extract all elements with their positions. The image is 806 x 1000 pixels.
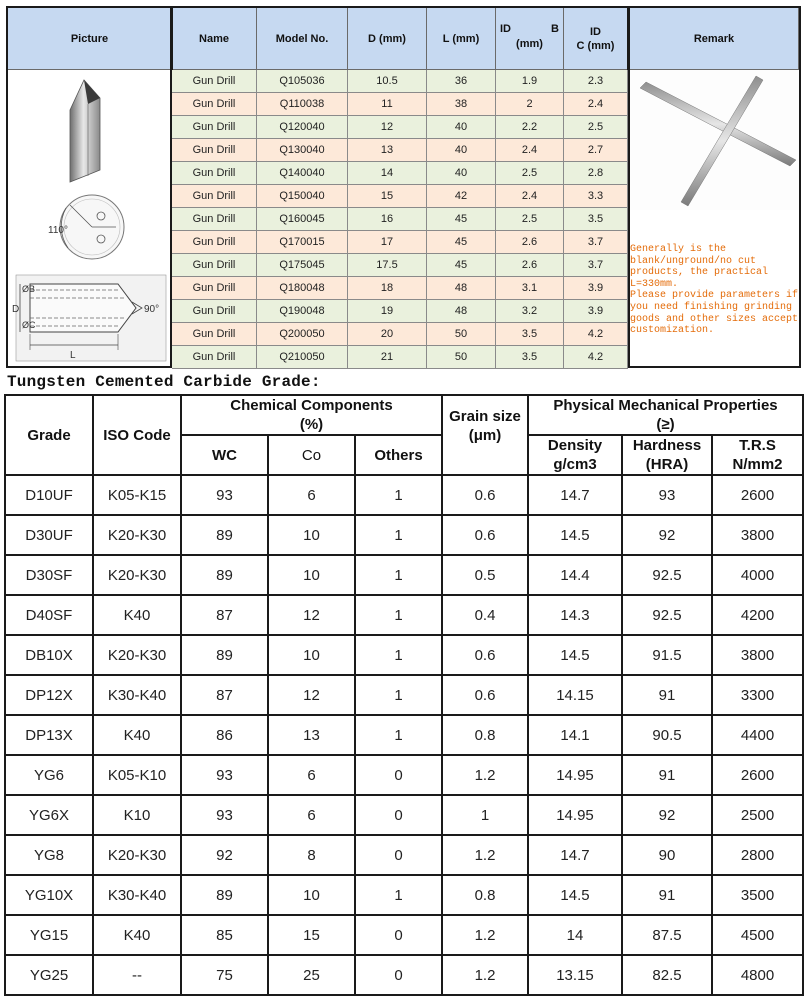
cell-l: 40 — [427, 162, 496, 185]
grade-cell-trs: 2600 — [712, 475, 803, 515]
grade-cell-hardness: 82.5 — [622, 955, 712, 995]
grade-row — [5, 675, 803, 715]
grade-cell-grade: DP13X — [5, 715, 93, 755]
grade-cell-co: 12 — [268, 675, 355, 715]
grade-cell-wc: 85 — [181, 915, 268, 955]
header-physical-properties — [528, 395, 803, 435]
grade-cell-grade: YG8 — [5, 835, 93, 875]
grade-cell-trs: 3300 — [712, 675, 803, 715]
grade-cell-wc: 93 — [181, 795, 268, 835]
cell-model: Q110038 — [257, 93, 348, 116]
grade-cell-iso: K05-K10 — [93, 755, 181, 795]
grade-cell-grain: 0.6 — [442, 475, 528, 515]
grade-cell-density: 13.15 — [528, 955, 622, 995]
grade-cell-grain: 0.8 — [442, 715, 528, 755]
cell-model: Q190048 — [257, 300, 348, 323]
product-row — [172, 323, 628, 346]
grade-cell-wc: 92 — [181, 835, 268, 875]
grade-cell-others: 1 — [355, 635, 442, 675]
grade-cell-grade: D30UF — [5, 515, 93, 555]
grade-cell-iso: K40 — [93, 595, 181, 635]
product-row — [172, 208, 628, 231]
grade-cell-iso: K20-K30 — [93, 835, 181, 875]
cell-id-c: 3.3 — [564, 185, 628, 208]
grade-cell-hardness: 90.5 — [622, 715, 712, 755]
cell-id-c: 3.7 — [564, 231, 628, 254]
picture-cell — [8, 70, 170, 366]
cell-id-b: 3.5 — [496, 346, 564, 369]
cell-name: Gun Drill — [172, 162, 257, 185]
grade-cell-grade: DB10X — [5, 635, 93, 675]
grade-cell-others: 0 — [355, 755, 442, 795]
grade-cell-iso: K05-K15 — [93, 475, 181, 515]
grade-cell-grain: 0.6 — [442, 635, 528, 675]
cell-id-c: 2.7 — [564, 139, 628, 162]
header-chemical-line1: Chemical Components — [230, 397, 393, 414]
grade-cell-grade: YG15 — [5, 915, 93, 955]
cell-name: Gun Drill — [172, 116, 257, 139]
grade-cell-hardness: 87.5 — [622, 915, 712, 955]
cell-d: 10.5 — [348, 70, 427, 93]
cell-id-c: 4.2 — [564, 323, 628, 346]
header-chemical-line2: (%) — [299, 416, 324, 433]
cell-d: 11 — [348, 93, 427, 116]
grade-cell-wc: 93 — [181, 755, 268, 795]
cell-name: Gun Drill — [172, 346, 257, 369]
cell-model: Q120040 — [257, 116, 348, 139]
grade-cell-iso: K20-K30 — [93, 515, 181, 555]
grade-cell-density: 14.5 — [528, 875, 622, 915]
grade-cell-co: 10 — [268, 555, 355, 595]
grade-cell-co: 15 — [268, 915, 355, 955]
cell-name: Gun Drill — [172, 300, 257, 323]
cell-id-b: 2.6 — [496, 231, 564, 254]
grade-cell-grain: 0.5 — [442, 555, 528, 595]
grade-cell-iso: -- — [93, 955, 181, 995]
grade-row — [5, 515, 803, 555]
grade-cell-density: 14.95 — [528, 795, 622, 835]
product-row — [172, 162, 628, 185]
header-grain-line1: Grain size — [449, 408, 521, 425]
grade-cell-grade: YG25 — [5, 955, 93, 995]
cell-l: 50 — [427, 346, 496, 369]
grade-cell-others: 1 — [355, 595, 442, 635]
grade-cell-co: 25 — [268, 955, 355, 995]
grade-rows — [5, 475, 803, 995]
header-hardness-line1: Hardness — [632, 437, 702, 454]
grade-cell-density: 14.7 — [528, 475, 622, 515]
grade-cell-grade: DP12X — [5, 675, 93, 715]
product-row — [172, 346, 628, 369]
cell-id-b: 3.2 — [496, 300, 564, 323]
header-picture: Picture — [8, 8, 172, 70]
grade-cell-density: 14 — [528, 915, 622, 955]
header-id-b-right: B — [551, 23, 559, 35]
cell-id-c: 3.5 — [564, 208, 628, 231]
side-profile-icon — [12, 275, 166, 361]
header-others: Others — [355, 435, 442, 475]
grade-cell-others: 0 — [355, 795, 442, 835]
grade-cell-iso: K10 — [93, 795, 181, 835]
grade-cell-wc: 87 — [181, 595, 268, 635]
cell-id-c: 2.3 — [564, 70, 628, 93]
grade-cell-density: 14.5 — [528, 635, 622, 675]
grade-cell-trs: 2600 — [712, 755, 803, 795]
grade-cell-hardness: 92.5 — [622, 555, 712, 595]
grade-cell-others: 0 — [355, 835, 442, 875]
header-id-b-left: ID — [500, 23, 511, 35]
cell-l: 45 — [427, 208, 496, 231]
product-table — [6, 6, 801, 368]
product-row — [172, 231, 628, 254]
cell-d: 21 — [348, 346, 427, 369]
grade-cell-hardness: 92.5 — [622, 595, 712, 635]
cell-l: 50 — [427, 323, 496, 346]
header-model: Model No. — [257, 8, 348, 70]
cell-l: 40 — [427, 139, 496, 162]
header-id-b-unit: (mm) — [516, 38, 543, 50]
grade-row — [5, 795, 803, 835]
cell-id-b: 2 — [496, 93, 564, 116]
grade-cell-grain: 1.2 — [442, 835, 528, 875]
header-wc: WC — [181, 435, 268, 475]
grade-cell-hardness: 93 — [622, 475, 712, 515]
header-physical-line1: Physical Mechanical Properties — [553, 397, 778, 414]
grade-cell-wc: 87 — [181, 675, 268, 715]
grade-cell-hardness: 91 — [622, 675, 712, 715]
remark-cell — [630, 70, 799, 366]
cell-d: 15 — [348, 185, 427, 208]
grade-cell-co: 10 — [268, 635, 355, 675]
grade-cell-trs: 4200 — [712, 595, 803, 635]
grade-cell-hardness: 90 — [622, 835, 712, 875]
grade-cell-density: 14.95 — [528, 755, 622, 795]
grade-cell-others: 1 — [355, 675, 442, 715]
grade-cell-grade: YG6 — [5, 755, 93, 795]
header-id-b — [496, 8, 564, 70]
grade-cell-density: 14.7 — [528, 835, 622, 875]
cell-d: 17.5 — [348, 254, 427, 277]
cell-l: 40 — [427, 116, 496, 139]
grade-cell-trs: 4800 — [712, 955, 803, 995]
product-row — [172, 185, 628, 208]
grade-cell-iso: K20-K30 — [93, 555, 181, 595]
grade-table — [4, 394, 804, 996]
grade-cell-trs: 2500 — [712, 795, 803, 835]
product-row — [172, 277, 628, 300]
grade-cell-co: 13 — [268, 715, 355, 755]
grade-cell-grain: 0.8 — [442, 875, 528, 915]
grade-row — [5, 635, 803, 675]
cell-model: Q200050 — [257, 323, 348, 346]
cell-id-b: 1.9 — [496, 70, 564, 93]
cell-d: 12 — [348, 116, 427, 139]
product-row — [172, 116, 628, 139]
grade-cell-co: 6 — [268, 475, 355, 515]
grade-cell-hardness: 91 — [622, 875, 712, 915]
grade-cell-grain: 1 — [442, 795, 528, 835]
cell-id-b: 3.1 — [496, 277, 564, 300]
cross-section-icon — [48, 195, 124, 259]
grade-cell-trs: 4500 — [712, 915, 803, 955]
cell-id-c: 2.4 — [564, 93, 628, 116]
product-row — [172, 139, 628, 162]
product-row — [172, 70, 628, 93]
grade-cell-others: 0 — [355, 915, 442, 955]
header-id-c — [564, 8, 628, 70]
grade-cell-density: 14.3 — [528, 595, 622, 635]
cell-name: Gun Drill — [172, 139, 257, 162]
grade-section-title: Tungsten Cemented Carbide Grade: — [7, 373, 321, 391]
product-row — [172, 93, 628, 116]
cell-id-b: 2.4 — [496, 185, 564, 208]
cell-name: Gun Drill — [172, 323, 257, 346]
grade-cell-others: 1 — [355, 515, 442, 555]
grade-cell-density: 14.4 — [528, 555, 622, 595]
cell-model: Q180048 — [257, 277, 348, 300]
grade-cell-others: 1 — [355, 875, 442, 915]
cell-l: 48 — [427, 277, 496, 300]
grade-cell-density: 14.15 — [528, 675, 622, 715]
header-l: L (mm) — [427, 8, 496, 70]
cell-id-b: 3.5 — [496, 323, 564, 346]
header-density — [528, 435, 622, 475]
header-hardness — [622, 435, 712, 475]
cell-name: Gun Drill — [172, 277, 257, 300]
grade-cell-grade: D40SF — [5, 595, 93, 635]
grade-cell-hardness: 92 — [622, 795, 712, 835]
cell-d: 18 — [348, 277, 427, 300]
header-grain-size — [442, 395, 528, 475]
header-grade: Grade — [5, 395, 93, 475]
product-row — [172, 254, 628, 277]
grade-cell-grade: YG6X — [5, 795, 93, 835]
cell-id-c: 3.9 — [564, 300, 628, 323]
grade-cell-grade: D30SF — [5, 555, 93, 595]
remark-text: Generally is the blank/unground/no cut products, the practical L=330mm. Please provide parameters if you need finishing grinding goods and other sizes accept customization. — [630, 244, 799, 337]
cell-model: Q210050 — [257, 346, 348, 369]
header-trs-line1: T.R.S — [739, 437, 776, 454]
cell-name: Gun Drill — [172, 70, 257, 93]
cell-id-c: 3.9 — [564, 277, 628, 300]
angle-110-label: 110° — [48, 225, 68, 236]
cell-model: Q140040 — [257, 162, 348, 185]
cell-l: 45 — [427, 231, 496, 254]
grade-row — [5, 955, 803, 995]
grade-cell-grain: 1.2 — [442, 955, 528, 995]
header-co: Co — [268, 435, 355, 475]
cell-id-b: 2.5 — [496, 208, 564, 231]
header-hardness-line2: (HRA) — [645, 456, 689, 473]
cell-model: Q160045 — [257, 208, 348, 231]
grade-row — [5, 755, 803, 795]
grade-cell-trs: 4000 — [712, 555, 803, 595]
cell-id-c: 4.2 — [564, 346, 628, 369]
cell-d: 14 — [348, 162, 427, 185]
grade-cell-grade: YG10X — [5, 875, 93, 915]
grade-cell-co: 10 — [268, 875, 355, 915]
grade-row — [5, 555, 803, 595]
cell-l: 42 — [427, 185, 496, 208]
cell-id-b: 2.6 — [496, 254, 564, 277]
grade-cell-hardness: 91.5 — [622, 635, 712, 675]
cell-id-b: 2.4 — [496, 139, 564, 162]
product-row — [172, 300, 628, 323]
cell-d: 16 — [348, 208, 427, 231]
grade-cell-grain: 0.4 — [442, 595, 528, 635]
grade-cell-others: 0 — [355, 955, 442, 995]
grade-cell-others: 1 — [355, 555, 442, 595]
grade-cell-iso: K30-K40 — [93, 675, 181, 715]
cell-id-c: 2.5 — [564, 116, 628, 139]
cell-id-c: 3.7 — [564, 254, 628, 277]
grade-cell-trs: 2800 — [712, 835, 803, 875]
grade-cell-trs: 3500 — [712, 875, 803, 915]
cell-d: 20 — [348, 323, 427, 346]
grade-row — [5, 475, 803, 515]
grade-cell-wc: 93 — [181, 475, 268, 515]
header-id-c-line1: ID — [590, 25, 601, 38]
header-chemical-components — [181, 395, 442, 435]
grade-cell-wc: 89 — [181, 555, 268, 595]
grade-cell-co: 10 — [268, 515, 355, 555]
header-remark: Remark — [630, 8, 799, 70]
angle-90-label: 90° — [144, 304, 160, 315]
cell-id-b: 2.5 — [496, 162, 564, 185]
grade-cell-trs: 3800 — [712, 635, 803, 675]
cell-model: Q130040 — [257, 139, 348, 162]
gun-drill-rods-photo — [630, 70, 799, 210]
grade-cell-others: 1 — [355, 475, 442, 515]
cell-model: Q175045 — [257, 254, 348, 277]
grade-cell-co: 6 — [268, 755, 355, 795]
cell-id-b: 2.2 — [496, 116, 564, 139]
grade-cell-wc: 89 — [181, 875, 268, 915]
cell-id-c: 2.8 — [564, 162, 628, 185]
grade-cell-grade: D10UF — [5, 475, 93, 515]
gun-drill-diagram — [8, 70, 170, 366]
cell-l: 38 — [427, 93, 496, 116]
header-id-c-line2: C (mm) — [576, 39, 615, 52]
label-d: D — [12, 304, 20, 315]
header-d: D (mm) — [348, 8, 427, 70]
cell-l: 36 — [427, 70, 496, 93]
grade-row — [5, 835, 803, 875]
grade-cell-grain: 0.6 — [442, 675, 528, 715]
grade-cell-grain: 1.2 — [442, 755, 528, 795]
header-name: Name — [172, 8, 257, 70]
grade-cell-wc: 75 — [181, 955, 268, 995]
cell-d: 19 — [348, 300, 427, 323]
header-physical-line2: (≥) — [656, 416, 675, 433]
grade-cell-iso: K20-K30 — [93, 635, 181, 675]
grade-cell-grain: 1.2 — [442, 915, 528, 955]
label-b: ØB — [22, 284, 36, 294]
header-iso-code: ISO Code — [93, 395, 181, 475]
drill-tip-icon — [70, 80, 100, 182]
cell-model: Q150040 — [257, 185, 348, 208]
grade-row — [5, 715, 803, 755]
header-trs-line2: N/mm2 — [732, 456, 783, 473]
grade-cell-co: 12 — [268, 595, 355, 635]
label-l: L — [70, 350, 76, 361]
grade-cell-density: 14.5 — [528, 515, 622, 555]
cell-name: Gun Drill — [172, 254, 257, 277]
grade-cell-wc: 89 — [181, 635, 268, 675]
cell-l: 48 — [427, 300, 496, 323]
grade-row — [5, 915, 803, 955]
grade-cell-iso: K30-K40 — [93, 875, 181, 915]
cell-name: Gun Drill — [172, 231, 257, 254]
grade-cell-co: 6 — [268, 795, 355, 835]
grade-cell-grain: 0.6 — [442, 515, 528, 555]
grade-cell-others: 1 — [355, 715, 442, 755]
cell-name: Gun Drill — [172, 185, 257, 208]
cell-name: Gun Drill — [172, 93, 257, 116]
cell-d: 17 — [348, 231, 427, 254]
grade-row — [5, 595, 803, 635]
header-density-line1: Density — [547, 437, 603, 454]
cell-name: Gun Drill — [172, 208, 257, 231]
grade-cell-trs: 3800 — [712, 515, 803, 555]
header-grain-line2: (μm) — [468, 427, 502, 444]
grade-row — [5, 875, 803, 915]
grade-cell-trs: 4400 — [712, 715, 803, 755]
grade-cell-hardness: 92 — [622, 515, 712, 555]
grade-cell-hardness: 91 — [622, 755, 712, 795]
cell-model: Q170015 — [257, 231, 348, 254]
grade-cell-co: 8 — [268, 835, 355, 875]
label-c: ØC — [22, 320, 36, 330]
grade-cell-iso: K40 — [93, 715, 181, 755]
grade-cell-iso: K40 — [93, 915, 181, 955]
header-trs — [712, 435, 803, 475]
grade-cell-density: 14.1 — [528, 715, 622, 755]
grade-cell-wc: 86 — [181, 715, 268, 755]
grade-cell-wc: 89 — [181, 515, 268, 555]
cell-l: 45 — [427, 254, 496, 277]
cell-model: Q105036 — [257, 70, 348, 93]
cell-d: 13 — [348, 139, 427, 162]
header-density-line2: g/cm3 — [553, 456, 597, 473]
